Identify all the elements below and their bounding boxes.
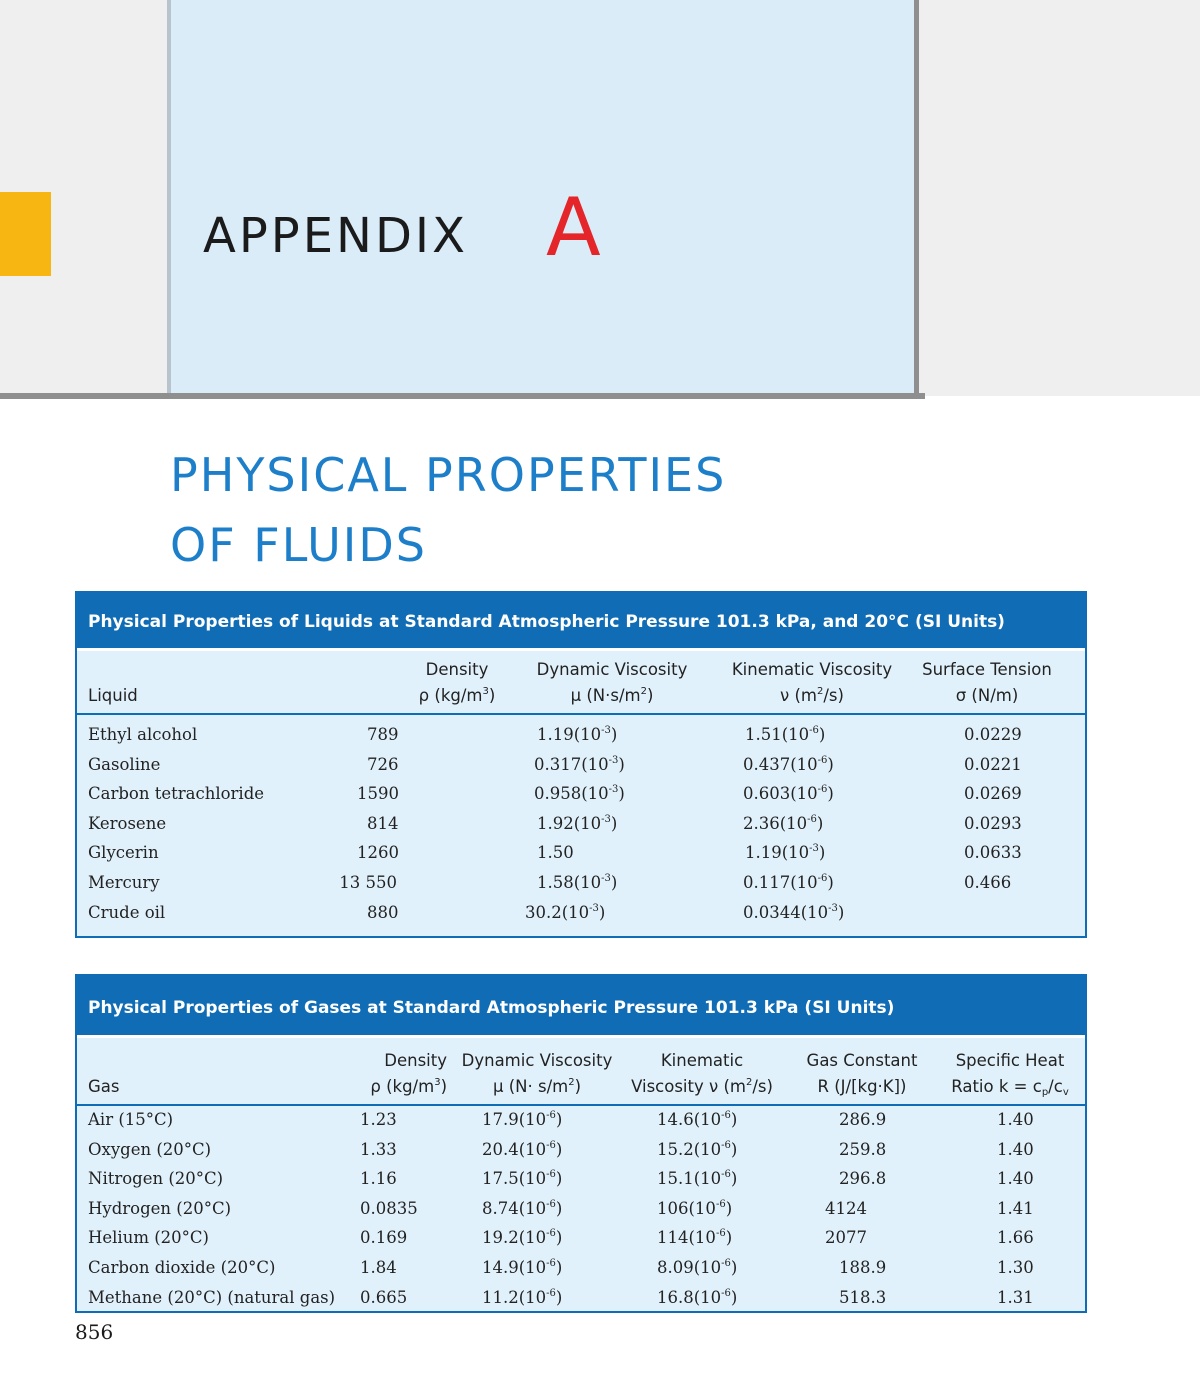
table-row: Oxygen (20°C) 1.33 $20.4(10^{-6})$ $15.2(10^{-6})$ 259.8 1.40 — [88, 1139, 1034, 1159]
header-surface-tension: Surface Tension σ (N/m) — [922, 660, 1052, 705]
chapter-title-line-1: PHYSICAL PROPERTIES — [170, 448, 727, 502]
chapter-title — [170, 440, 726, 580]
header-kinematic-viscosity: Kinematic Viscosity ν $(m^2/s)$ — [731, 660, 893, 705]
gases-table-header — [77, 1038, 1085, 1106]
header-gas: Gas — [88, 1077, 120, 1096]
table-row: Ethyl alcohol 789 $1.19(10^{-3})$ $1.51(10^{-6})$ 0.0229 — [88, 725, 1022, 744]
liquids-table-body — [77, 715, 1085, 928]
header-gas-constant: Gas Constant R (J/[kg·K]) — [806, 1051, 918, 1096]
table-row: Gasoline 726 $0.317(10^{-3})$ $0.437(10^{-6})$ 0.0221 — [88, 754, 1022, 774]
table-row: Mercury 13 550 $1.58(10^{-3})$ $0.117(10^{-6})$ 0.466 — [88, 872, 1012, 892]
header-density: Density ρ $(kg/m^3)$ — [418, 660, 496, 705]
header-liquid: Liquid — [88, 686, 138, 705]
table-row: Helium (20°C) 0.169 $19.2(10^{-6})$ $114(10^{-6})$ 2077 1.66 — [88, 1228, 1034, 1248]
appendix-letter: A — [546, 181, 601, 274]
table-row: Glycerin 1260 1.50 $1.19(10^{-3})$ 0.0633 — [88, 843, 1022, 863]
header-dynamic-viscosity: Dynamic Viscosity μ $(N\cdot s/m^2)$ — [536, 660, 688, 705]
chapter-tab-marker — [0, 192, 51, 276]
table-row: Nitrogen (20°C) 1.16 $17.5(10^{-6})$ $15.1(10^{-6})$ 296.8 1.40 — [88, 1169, 1034, 1189]
table-row: Carbon dioxide (20°C) 1.84 $14.9(10^{-6})$ $8.09(10^{-6})$ 188.9 1.30 — [88, 1257, 1034, 1277]
table-row: Methane (20°C) (natural gas) 0.665 $11.2(10^{-6})$ $16.8(10^{-6})$ 518.3 1.31 — [88, 1287, 1034, 1307]
gases-table-title: Physical Properties of Gases at Standard Atmospheric Pressure 101.3 kPa (SI Units) — [77, 976, 1085, 1038]
liquids-table-title: Physical Properties of Liquids at Standard Atmospheric Pressure 101.3 kPa, and 20°C (SI Units) — [77, 593, 1085, 651]
header-dynamic-viscosity: Dynamic Viscosity μ $(N\cdot s/m^2)$ — [461, 1051, 613, 1096]
liquids-table-header — [77, 651, 1085, 715]
table-row: Carbon tetrachloride 1590 $0.958(10^{-3})$ $0.603(10^{-6})$ 0.0269 — [88, 784, 1022, 804]
header-kinematic-viscosity: Kinematic Viscosity ν $(m^2/s)$ — [631, 1051, 773, 1096]
chapter-title-line-2: OF FLUIDS — [170, 518, 427, 572]
header-shadow — [0, 393, 925, 399]
page-number: 856 — [75, 1320, 114, 1344]
chapter-panel — [167, 0, 919, 393]
header-density: Density ρ $(kg/m^3)$ — [370, 1051, 447, 1096]
table-row: Kerosene 814 $1.92(10^{-3})$ $2.36(10^{-6})$ 0.0293 — [88, 813, 1022, 833]
gases-table — [75, 974, 1087, 1313]
gases-table-body — [77, 1106, 1085, 1313]
table-row: Hydrogen (20°C) 0.0835 $8.74(10^{-6})$ $106(10^{-6})$ 4124 1.41 — [88, 1198, 1034, 1218]
appendix-label: APPENDIX — [203, 208, 468, 264]
liquids-table — [75, 591, 1087, 938]
table-row: Air (15°C) 1.23 $17.9(10^{-6})$ $14.6(10^{-6})$ 286.9 1.40 — [88, 1110, 1034, 1129]
table-row: Crude oil 880 $30.2(10^{-3})$ $0.0344(10^{-3})$ — [88, 902, 845, 922]
header-specific-heat-ratio: Specific Heat Ratio $k = c_p/c_v$ — [951, 1051, 1069, 1098]
